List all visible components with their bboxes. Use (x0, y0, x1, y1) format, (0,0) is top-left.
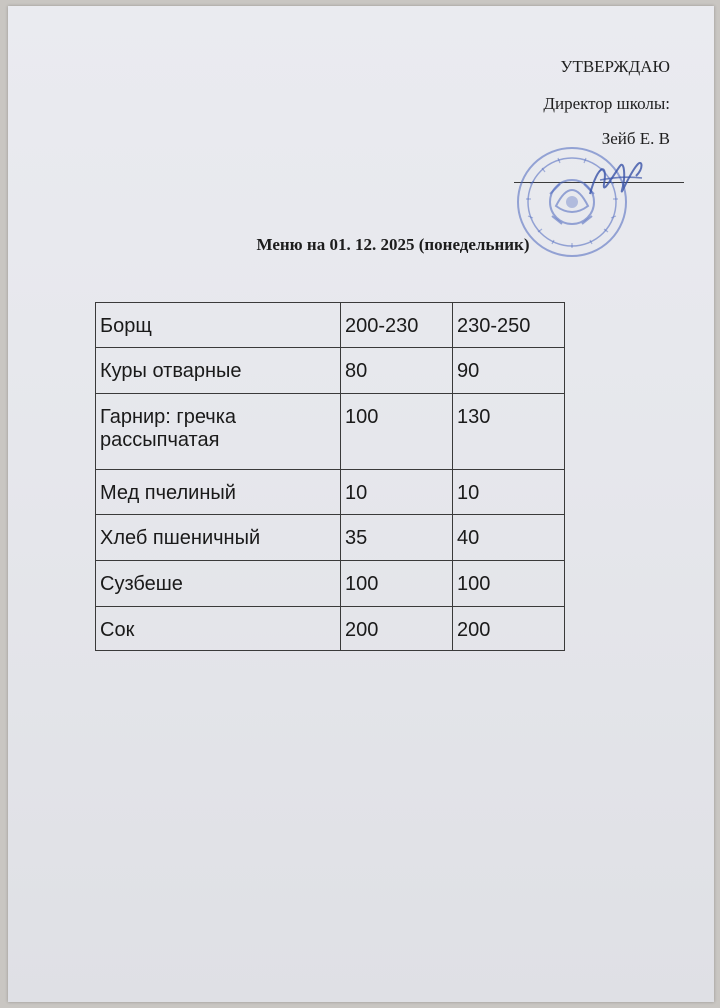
portion-b: 100 (453, 561, 565, 607)
portion-a: 200-230 (341, 303, 453, 348)
dish-name: Куры отварные (96, 348, 341, 394)
signature-icon (580, 154, 650, 204)
table-row (96, 394, 565, 470)
portion-b: 90 (453, 348, 565, 394)
approval-name: Зейб Е. В (601, 129, 670, 148)
portion-a: 100 (341, 394, 453, 470)
portion-a: 10 (341, 470, 453, 515)
dish-name: Мед пчелиный (96, 470, 341, 515)
portion-a: 100 (341, 561, 453, 607)
table-row (96, 470, 565, 515)
portion-b: 40 (453, 515, 565, 561)
table-row (96, 348, 565, 394)
document-page (8, 6, 714, 1002)
approval-heading: УТВЕРЖДАЮ (560, 57, 670, 76)
table-row (96, 561, 565, 607)
dish-name: Сузбеше (96, 561, 341, 607)
table-row (96, 515, 565, 561)
dish-name: Борщ (96, 303, 341, 348)
dish-name: Сок (96, 607, 341, 651)
table-row (96, 607, 565, 651)
table-row (96, 303, 565, 348)
portion-b: 10 (453, 470, 565, 515)
dish-name: Хлеб пшеничный (96, 515, 341, 561)
portion-b: 230-250 (453, 303, 565, 348)
menu-title: Меню на 01. 12. 2025 (понедельник) (256, 235, 530, 254)
portion-b: 200 (453, 607, 565, 651)
approval-block (543, 54, 670, 151)
dish-name: Гарнир: гречка рассыпчатая (96, 394, 341, 470)
portion-a: 80 (341, 348, 453, 394)
portion-a: 35 (341, 515, 453, 561)
portion-b: 130 (453, 394, 565, 470)
menu-table (95, 302, 565, 651)
portion-a: 200 (341, 607, 453, 651)
approval-position: Директор школы: (543, 94, 670, 113)
